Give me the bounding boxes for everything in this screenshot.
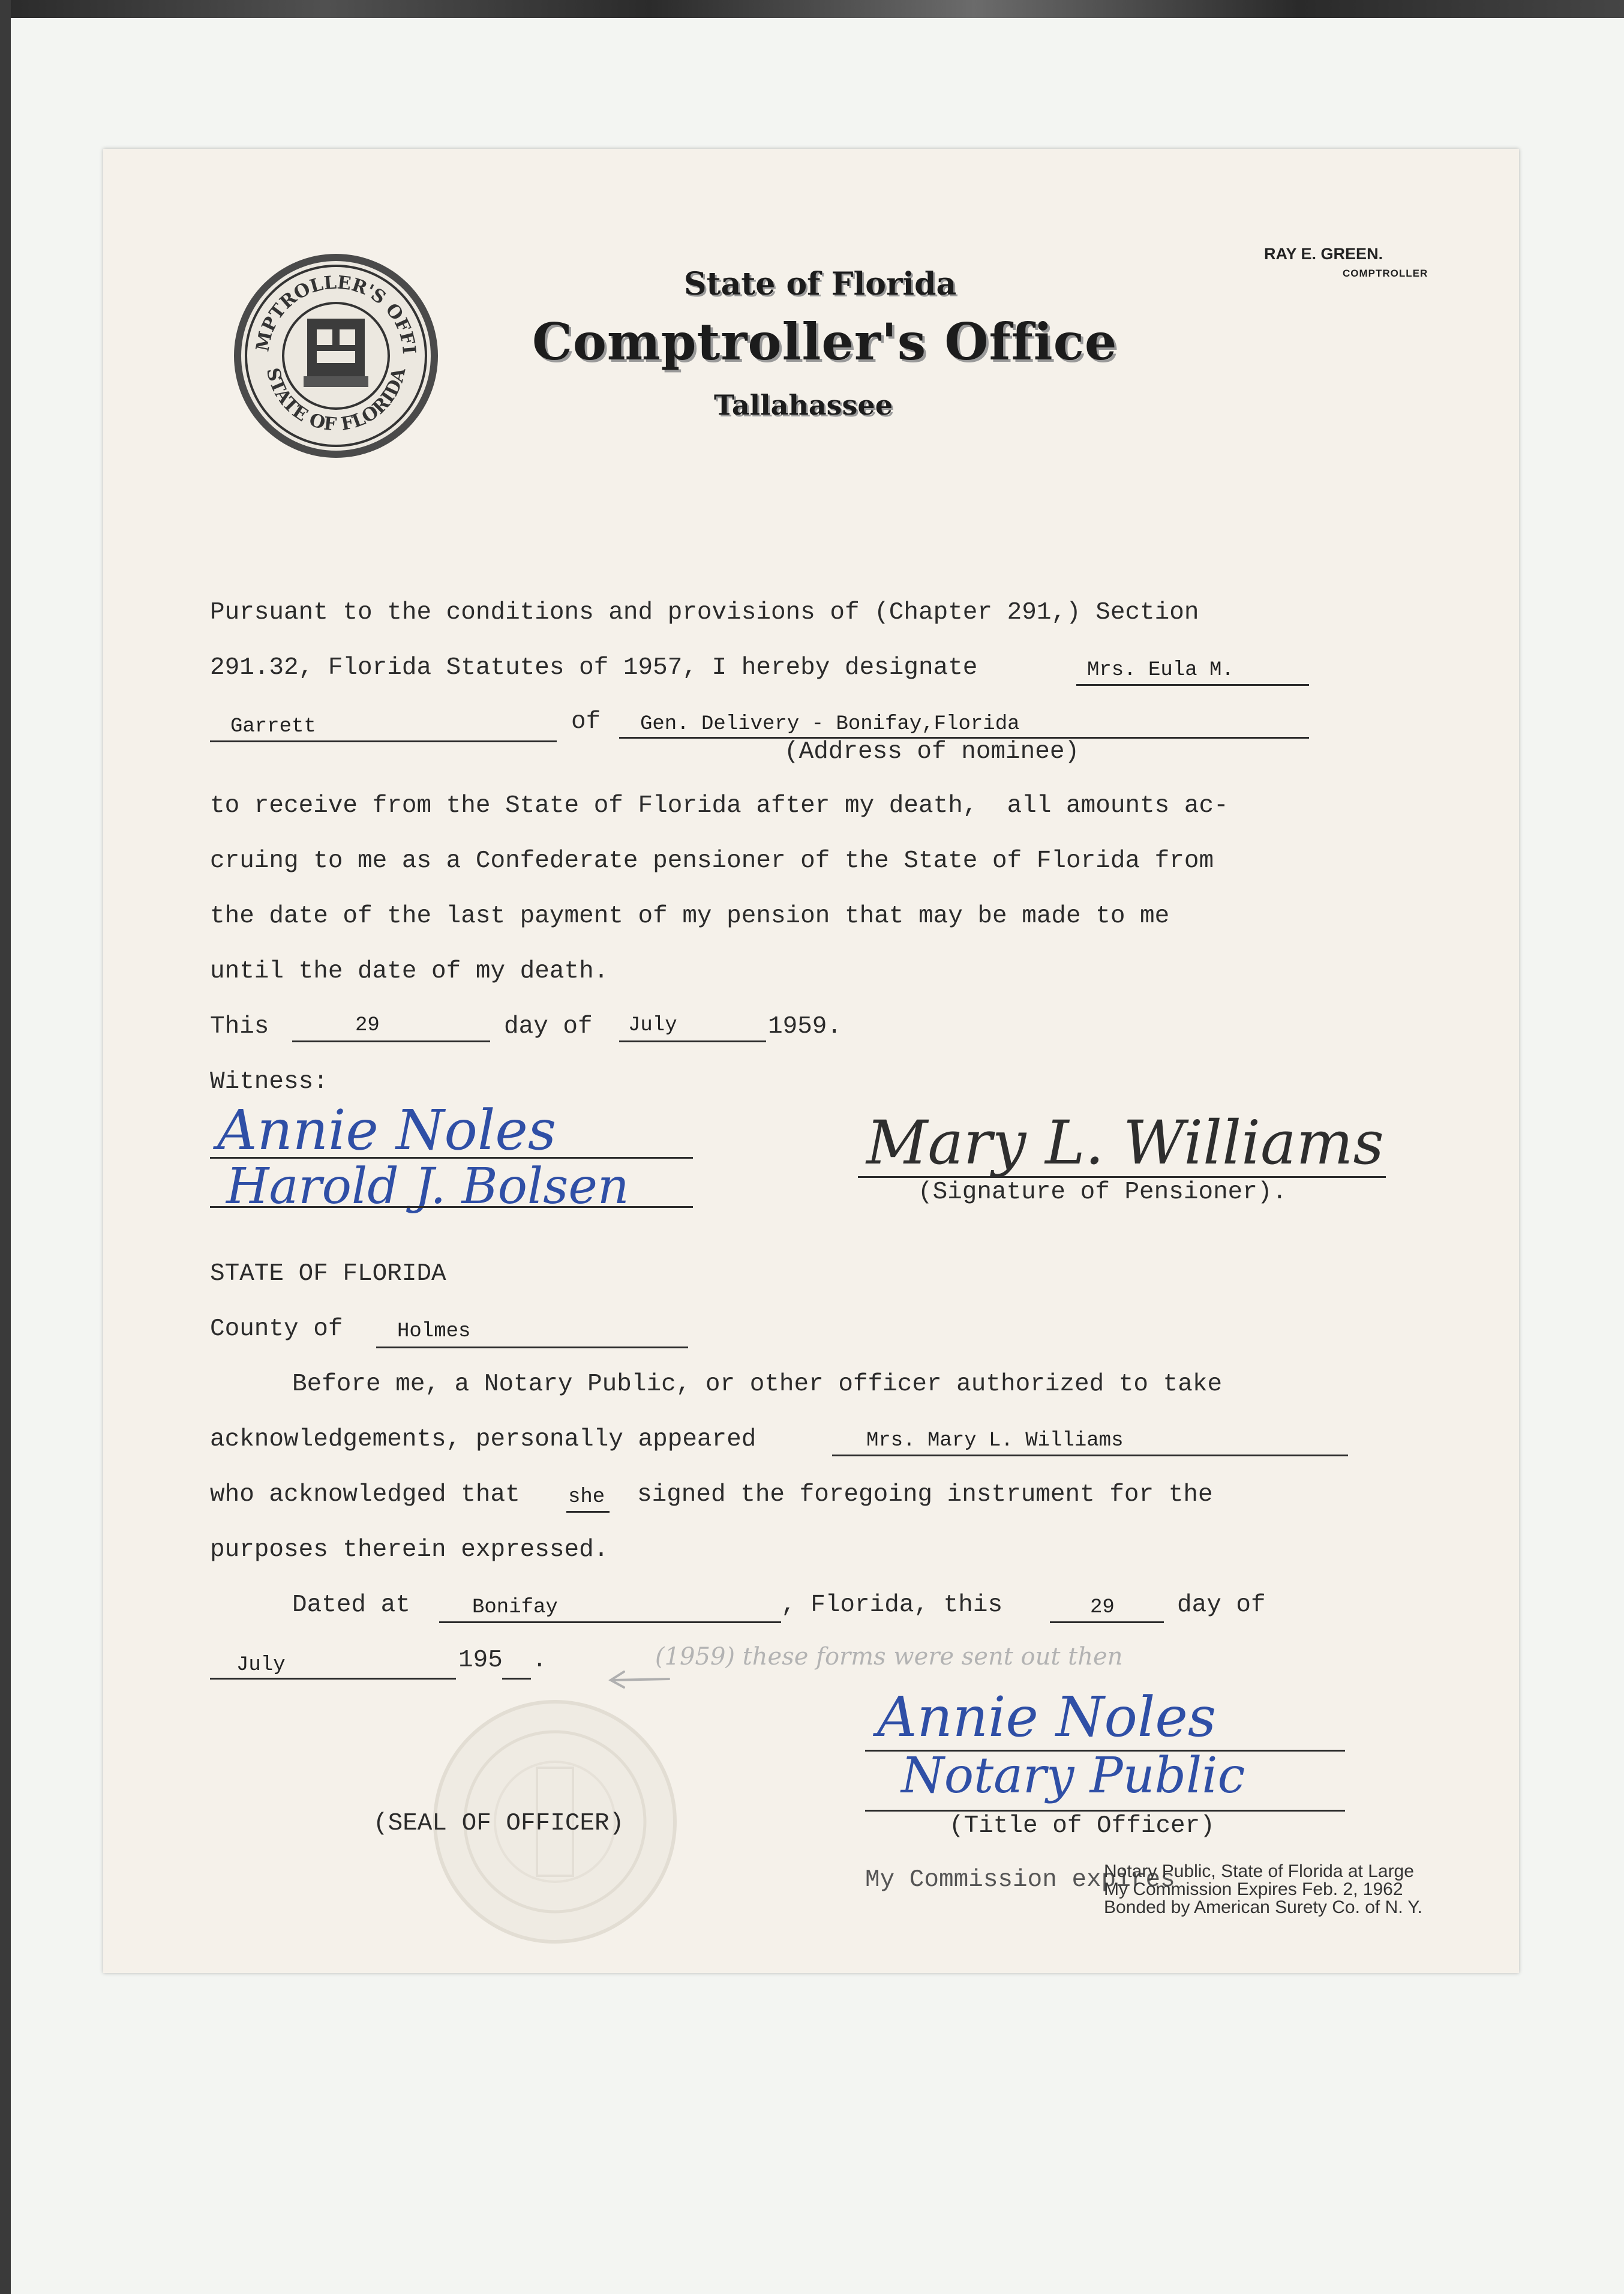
pronoun-value: she [568, 1486, 605, 1509]
day-value: 29 [355, 1014, 380, 1037]
place-value: Bonifay [472, 1596, 558, 1619]
document-page [103, 149, 1519, 1973]
dated-label: Dated at [292, 1591, 410, 1619]
of-label: of [571, 708, 601, 736]
scanner-edge-top [0, 0, 1624, 18]
notary-day-line [1050, 1621, 1164, 1623]
place-line [439, 1621, 781, 1623]
pensioner-caption: (Signature of Pensioner). [918, 1179, 1287, 1206]
notary-line-4: purposes therein expressed. [210, 1536, 609, 1564]
stamp-line-2: My Commission Expires Feb. 2, 1962 [1104, 1879, 1403, 1899]
notary-month-line [210, 1678, 456, 1680]
seal-inner-text: STATE OF FLORIDA [262, 365, 410, 436]
appeared-name: Mrs. Mary L. Williams [866, 1429, 1124, 1452]
notary-line-1: Before me, a Notary Public, or other officer authorized to take [292, 1371, 1223, 1398]
para2-line-2: cruing to me as a Confederate pensioner of the State of Florida from [210, 847, 1214, 875]
appeared-name-line [832, 1455, 1348, 1456]
letterhead-city: Tallahassee [714, 389, 893, 421]
county-value: Holmes [397, 1320, 471, 1343]
title-caption: (Title of Officer) [949, 1812, 1215, 1840]
nominee-name-part1: Mrs. Eula M. [1087, 659, 1234, 682]
nominee-line-2 [210, 740, 557, 742]
para2-line-3: the date of the last payment of my pension that may be made to me [210, 902, 1170, 930]
comptroller-name: RAY E. GREEN. [1264, 245, 1383, 263]
notary-year-suffix: . [532, 1647, 547, 1674]
day-of-label: day of [504, 1013, 593, 1040]
stamp-line-1: Notary Public, State of Florida at Large [1104, 1861, 1414, 1881]
address-caption: (Address of nominee) [784, 738, 1080, 766]
notary-year-line [502, 1678, 531, 1680]
commission-label: My Commission expires [865, 1866, 1175, 1894]
month-line [619, 1040, 766, 1042]
notary-state-heading: STATE OF FLORIDA [210, 1260, 446, 1288]
notary-day-of: day of [1177, 1591, 1266, 1619]
pencil-note: (1959) these forms were sent out then [655, 1643, 1123, 1671]
letterhead-state: State of Florida [684, 266, 957, 302]
seal-outer-text: MPTROLLER'S OFFI [252, 272, 420, 355]
witness-label: Witness: [210, 1068, 328, 1096]
witness-line-2 [210, 1206, 693, 1208]
comptroller-seal [210, 242, 420, 449]
seal-icon [233, 253, 440, 460]
body-line-2: 291.32, Florida Statutes of 1957, I hereby designate [210, 654, 978, 682]
notary-line-3-end: signed the foregoing instrument for the [637, 1481, 1213, 1509]
comptroller-title: COMPTROLLER [1343, 268, 1428, 279]
month-value: July [628, 1014, 677, 1037]
day-line [292, 1040, 490, 1042]
this-label: This [210, 1013, 269, 1040]
notary-day-value: 29 [1090, 1596, 1115, 1619]
florida-this: , Florida, this [781, 1591, 1003, 1619]
title-line [865, 1810, 1345, 1812]
para2-line-1: to receive from the State of Florida after my death, all amounts ac- [210, 792, 1229, 820]
notary-line-2: acknowledgements, personally appeared [210, 1426, 757, 1453]
nominee-line-1 [1076, 684, 1309, 686]
notary-year-prefix: 195 [458, 1647, 503, 1674]
county-label: County of [210, 1315, 343, 1343]
pensioner-line [858, 1176, 1386, 1178]
officer-signature: Annie Noles [877, 1685, 1217, 1749]
pronoun-line [566, 1511, 610, 1513]
body-line-1: Pursuant to the conditions and provisions of (Chapter 291,) Section [210, 599, 1199, 626]
county-line [376, 1347, 688, 1348]
pensioner-signature: Mary L. Williams [866, 1108, 1384, 1178]
letterhead-office: Comptroller's Office [532, 312, 1118, 371]
notary-line-3-start: who acknowledged that [210, 1481, 520, 1509]
notary-month-value: July [236, 1654, 286, 1677]
scanner-edge-left [0, 0, 11, 2294]
nominee-address: Gen. Delivery - Bonifay,Florida [640, 713, 1020, 736]
para2-line-4: until the date of my death. [210, 958, 609, 985]
witness-2-signature: Harold J. Bolsen [226, 1158, 629, 1215]
stamp-line-3: Bonded by American Surety Co. of N. Y. [1104, 1897, 1422, 1917]
seal-caption: (SEAL OF OFFICER) [373, 1810, 625, 1837]
witness-1-signature: Annie Noles [217, 1098, 557, 1162]
title-signature: Notary Public [901, 1747, 1245, 1804]
year-text: 1959. [768, 1013, 842, 1040]
nominee-name-part2: Garrett [230, 715, 316, 738]
